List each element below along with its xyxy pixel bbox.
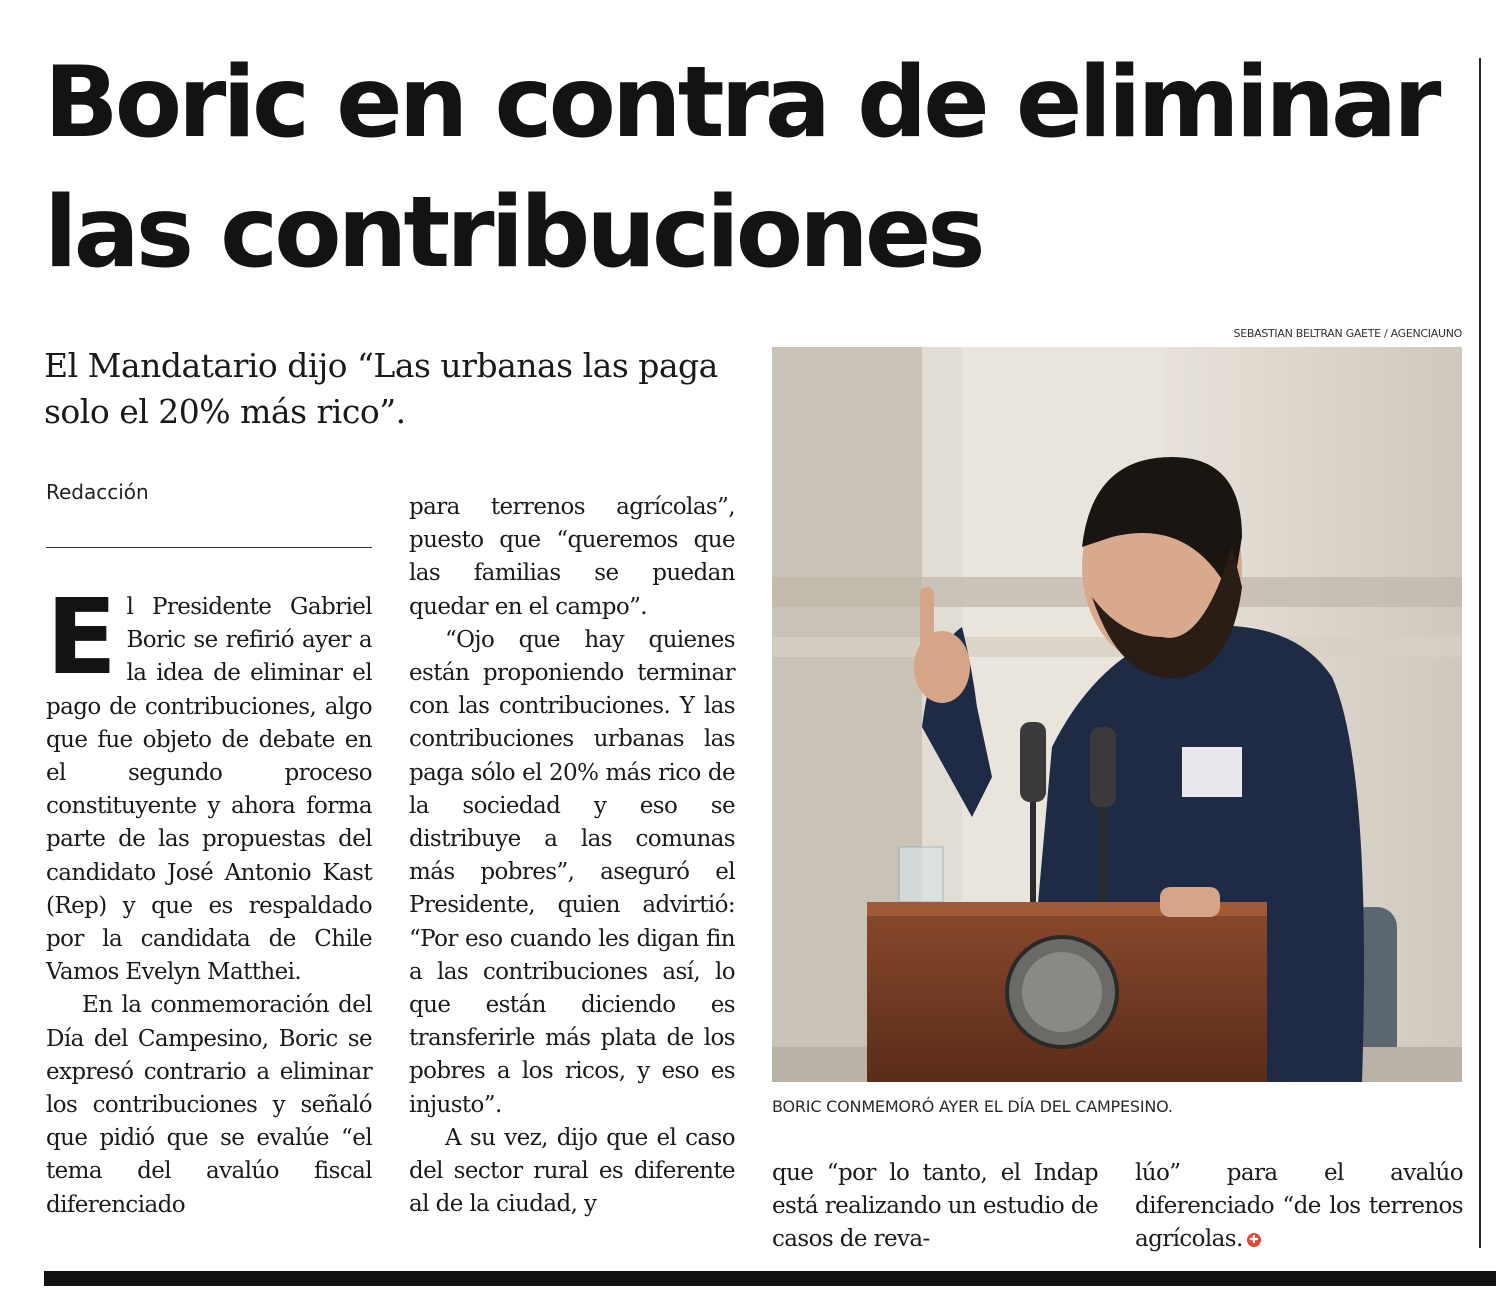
bottom-rule — [44, 1271, 1496, 1286]
paragraph-3: “Ojo que hay quienes están proponiendo terminar con las contribuciones. Y las contribuciones urbanas las paga sólo el 20% más rico de la sociedad y eso se distribuye a las comunas más pobres”, aseguró el Presidente, quien advirtió: “Por eso cuando les digan fin a las contribuciones así, lo que están diciendo es transferirle más plata de los pobres a los ricos, y eso es injusto”. — [409, 626, 735, 1118]
headline-line-1: Boric en contra de eliminar — [44, 46, 1438, 160]
paragraph-4-end — [1135, 1157, 1463, 1257]
headline-line-2: las contribuciones — [44, 176, 982, 290]
paragraph-2: En la conmemoración del Día del Campesino, Boric se expresó contrario a eliminar los contribuciones y señaló que pidió que se evalúe “el tema del avalúo fiscal diferenciado — [46, 992, 372, 1218]
end-of-article-icon: ✚ — [1247, 1233, 1261, 1247]
paragraph-4-cont: que “por lo tanto, el Indap está realizando un estudio de casos de reva- — [772, 1160, 1098, 1253]
photo-illustration — [772, 347, 1462, 1082]
photo-caption: BORIC CONMEMORÓ AYER EL DÍA DEL CAMPESINO. — [772, 1097, 1173, 1116]
body-column-2 — [409, 491, 735, 1221]
body-column-1 — [46, 576, 372, 1222]
photo-credit: SEBASTIAN BELTRAN GAETE / AGENCIAUNO — [1233, 327, 1462, 340]
paragraph-2-cont: para terrenos agrícolas”, puesto que “queremos que las familias se puedan quedar en el campo”. — [409, 494, 735, 620]
deck-subheadline: El Mandatario dijo “Las urbanas las paga solo el 20% más rico”. — [44, 346, 718, 431]
byline-divider — [46, 547, 372, 548]
paragraph-4: A su vez, dijo que el caso del sector rural es diferente al de la ciudad, y — [409, 1124, 735, 1218]
body-column-3 — [772, 1157, 1098, 1257]
headline — [44, 38, 1464, 298]
paragraph-1 — [46, 576, 372, 989]
body-column-4 — [1135, 1157, 1463, 1257]
drop-cap: E — [46, 576, 117, 698]
byline: Redacción — [46, 480, 149, 504]
column-rule-right — [1479, 58, 1481, 1248]
paragraph-4-end-text: lúo” para el avalúo diferenciado “de los terrenos agrícolas. — [1135, 1160, 1463, 1253]
article-photo — [772, 347, 1462, 1082]
paragraph-1-text: l Presidente Gabriel Boric se refirió ayer a la idea de eliminar el pago de contribuciones, algo que fue objeto de debate en el segundo proceso constituyente y ahora forma parte de las propuestas del candidato José Antonio Kast (Rep) y que es respaldado por la candidata de Chile Vamos Evelyn Matthei. — [46, 594, 372, 986]
